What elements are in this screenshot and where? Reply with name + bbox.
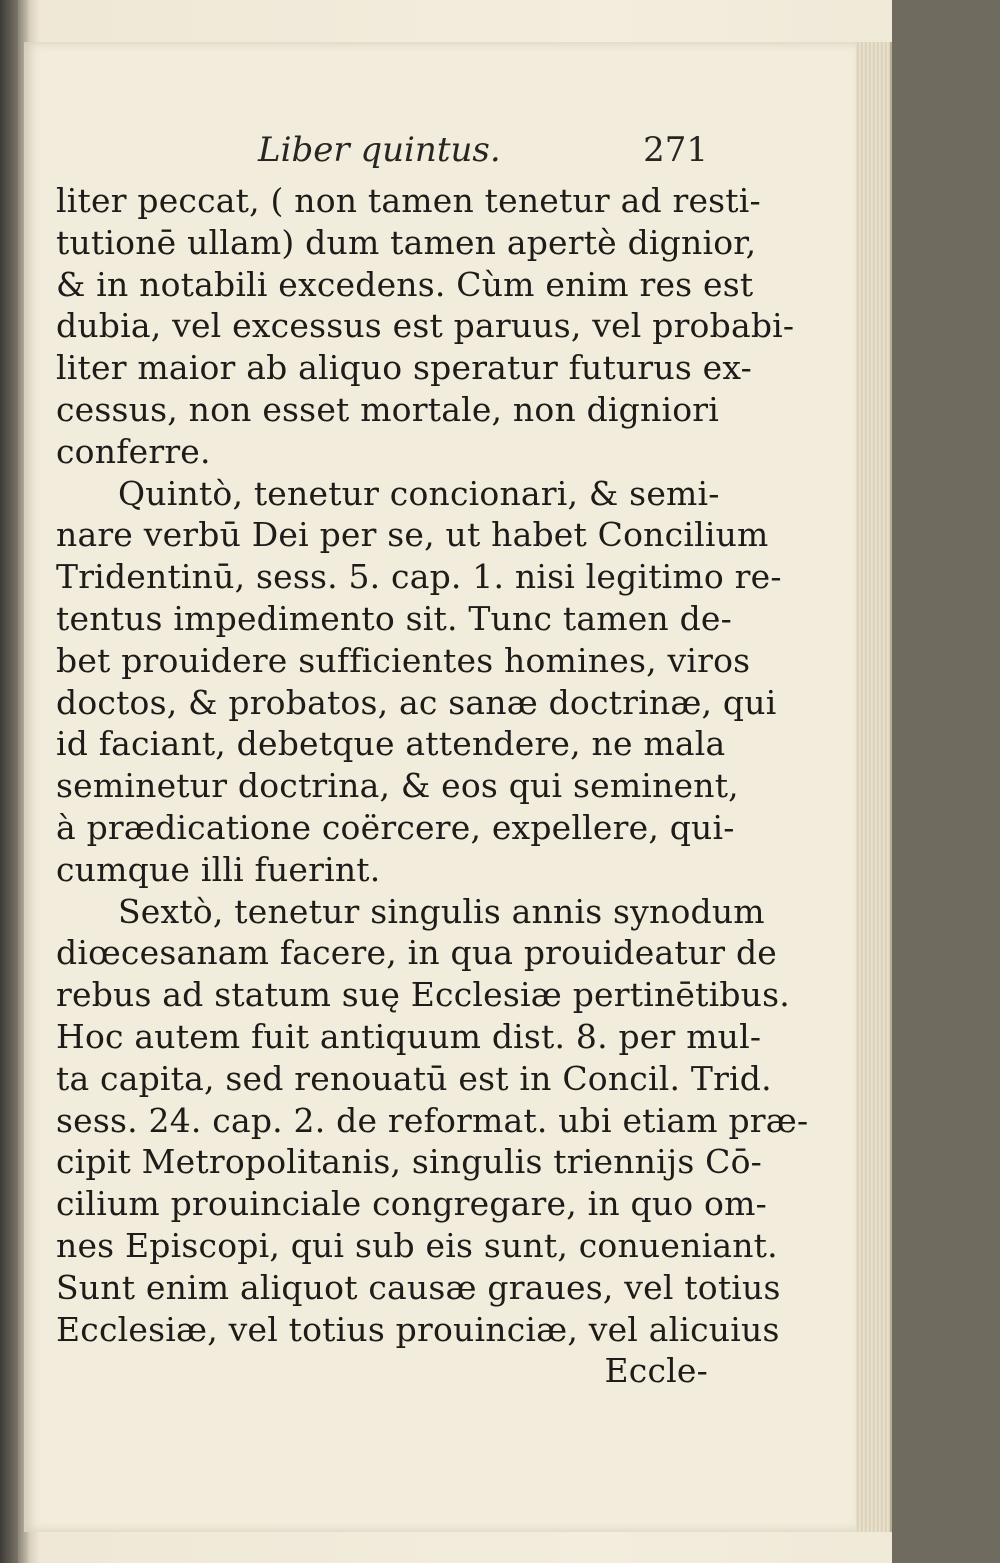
text-line: seminetur doctrina, & eos qui seminent, (56, 766, 739, 806)
text-line: liter maior ab aliquo speratur futurus ex- (56, 348, 752, 388)
text-line: Tridentinū, sess. 5. cap. 1. nisi legitimo re- (56, 557, 782, 597)
text-line: cessus, non esset mortale, non digniori (56, 389, 719, 429)
background (892, 0, 1000, 1563)
text-line: nare verbū Dei per se, ut habet Concilium (56, 515, 769, 555)
text-line: tutionē ullam) dum tamen apertè dignior, (56, 222, 757, 262)
page-edges (856, 42, 892, 1532)
page-number: 271 (643, 130, 708, 170)
left-page-edge (0, 0, 18, 1563)
text-line: Sunt enim aliquot causæ graues, vel totius (56, 1267, 781, 1307)
text-line: dubia, vel excessus est paruus, vel probabi- (56, 306, 795, 346)
text-line: bet prouidere sufficientes homines, viros (56, 640, 751, 680)
text-line: ta capita, sed renouatū est in Concil. Trid. (56, 1058, 772, 1098)
catchword: Eccle- (604, 1351, 708, 1391)
text-line: cilium prouinciale congregare, in quo om- (56, 1184, 767, 1224)
text-line: cumque illi fuerint. (56, 849, 381, 889)
text-line: nes Episcopi, qui sub eis sunt, conueniant. (56, 1225, 778, 1265)
text-line: & in notabili excedens. Cùm enim res est (56, 264, 754, 304)
page-header (258, 126, 708, 176)
text-line: conferre. (56, 431, 211, 471)
text-line: diœcesanam facere, in qua prouideatur de (56, 933, 777, 973)
text-line: rebus ad statum suę Ecclesiæ pertinētibus. (56, 975, 790, 1015)
body-text (56, 180, 809, 1392)
text-line: tentus impedimento sit. Tunc tamen de- (56, 598, 732, 638)
text-line: cipit Metropolitanis, singulis triennijs Cō- (56, 1142, 763, 1182)
running-title: Liber quintus. (258, 130, 501, 170)
text-line: id faciant, debetque attendere, ne mala (56, 724, 726, 764)
text-line: à prædicatione coërcere, expellere, qui- (56, 807, 735, 847)
text-line: Hoc autem fuit antiquum dist. 8. per mul- (56, 1016, 762, 1056)
text-line: doctos, & probatos, ac sanæ doctrinæ, qui (56, 682, 777, 722)
paragraph-start: Sextò, tenetur singulis annis synodum (118, 891, 765, 931)
text-line: sess. 24. cap. 2. de reformat. ubi etiam præ- (56, 1100, 809, 1140)
text-line: liter peccat, ( non tamen tenetur ad resti- (56, 181, 761, 220)
paragraph-start: Quintò, tenetur concionari, & semi- (118, 473, 720, 513)
text-line: Ecclesiæ, vel totius prouinciæ, vel alicuius (56, 1309, 780, 1349)
